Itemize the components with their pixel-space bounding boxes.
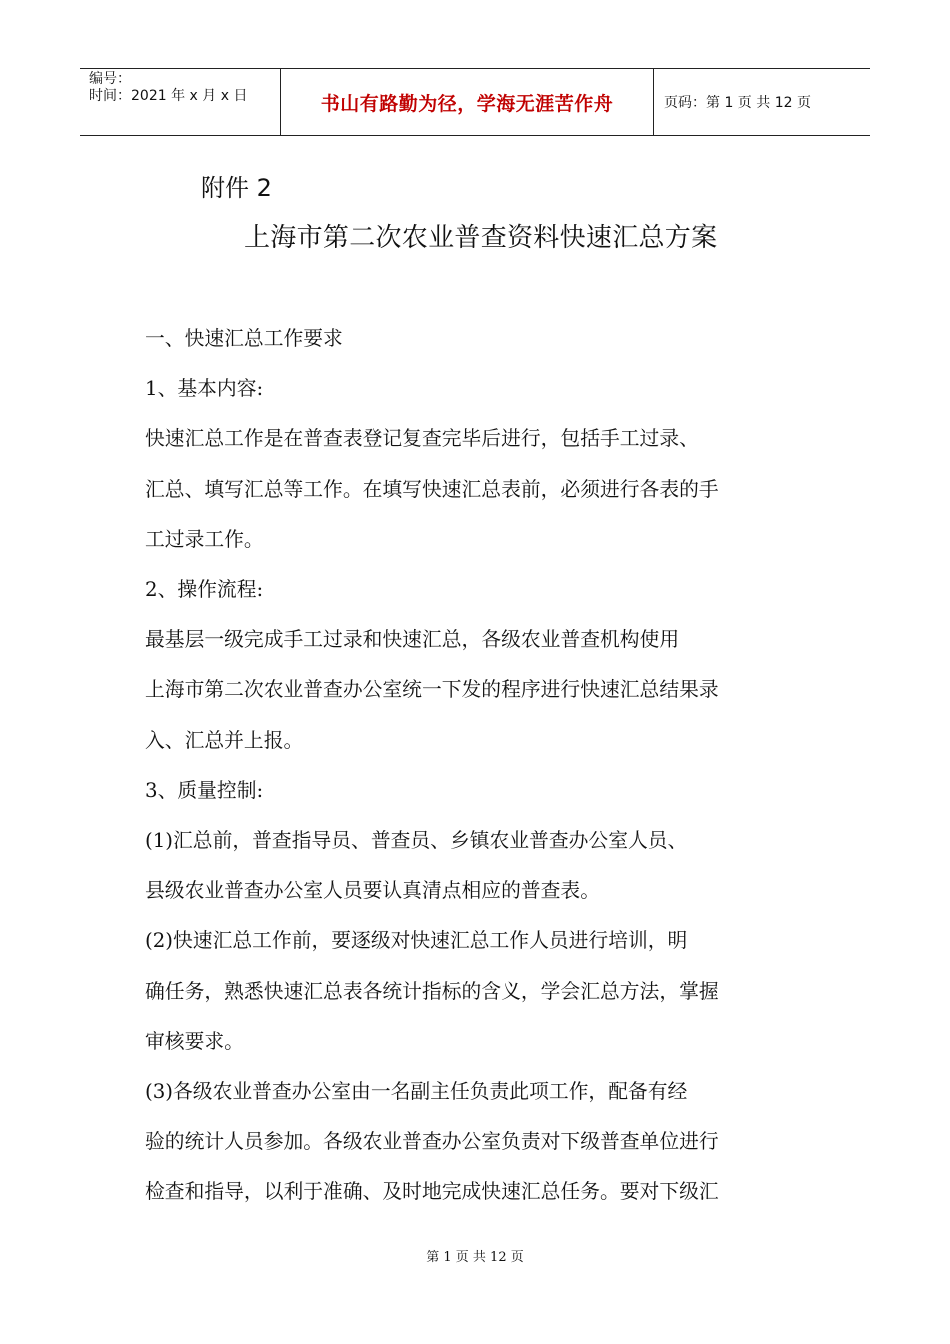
body-line: (1)汇总前，普查指导员、普查员、乡镇农业普查办公室人员、 xyxy=(145,829,688,853)
document-body xyxy=(145,314,815,1218)
date-label: 时间：2021 年 x 月 x 日 xyxy=(89,88,248,104)
header-page-cell xyxy=(654,69,870,135)
body-line: 上海市第二次农业普查办公室统一下发的程序进行快速汇总结果录 xyxy=(145,678,719,702)
body-line: 审核要求。 xyxy=(145,1029,244,1053)
body-line: 一、快速汇总工作要求 xyxy=(145,327,343,350)
body-line: 县级农业普查办公室人员要认真清点相应的普查表。 xyxy=(145,879,600,903)
body-line: 工过录工作。 xyxy=(145,527,264,551)
header-motto-cell xyxy=(281,69,654,135)
page-info: 页码：第 1 页 共 12 页 xyxy=(664,95,811,111)
body-line: 验的统计人员参加。各级农业普查办公室负责对下级普查单位进行 xyxy=(145,1130,719,1154)
body-line: 1、基本内容: xyxy=(145,377,264,401)
body-line: 确任务，熟悉快速汇总表各统计指标的含义，学会汇总方法，掌握 xyxy=(145,979,719,1003)
body-line: 入、汇总并上报。 xyxy=(145,728,304,752)
motto-text: 书山有路勤为径，学海无涯苦作舟 xyxy=(320,92,614,115)
body-line: 快速汇总工作是在普查表登记复查完毕后进行，包括手工过录、 xyxy=(145,427,699,451)
body-line: 检查和指导，以利于准确、及时地完成快速汇总任务。要对下级汇 xyxy=(145,1180,719,1204)
body-line: 汇总、填写汇总等工作。在填写快速汇总表前，必须进行各表的手 xyxy=(145,477,719,501)
body-line: (2)快速汇总工作前，要逐级对快速汇总工作人员进行培训，明 xyxy=(145,929,688,953)
page-footer: 第 1 页 共 12 页 xyxy=(426,1250,524,1265)
number-label: 编号： xyxy=(89,71,131,87)
document-title: 上海市第二次农业普查资料快速汇总方案 xyxy=(244,223,718,253)
attachment-label: 附件 2 xyxy=(201,174,272,202)
body-line: 3、质量控制: xyxy=(145,778,264,802)
document-header-table xyxy=(80,68,870,136)
header-meta-cell xyxy=(80,69,281,135)
body-line: (3)各级农业普查办公室由一名副主任负责此项工作，配备有经 xyxy=(145,1080,688,1104)
body-line: 最基层一级完成手工过录和快速汇总，各级农业普查机构使用 xyxy=(145,628,680,652)
body-line: 2、操作流程: xyxy=(145,578,264,602)
